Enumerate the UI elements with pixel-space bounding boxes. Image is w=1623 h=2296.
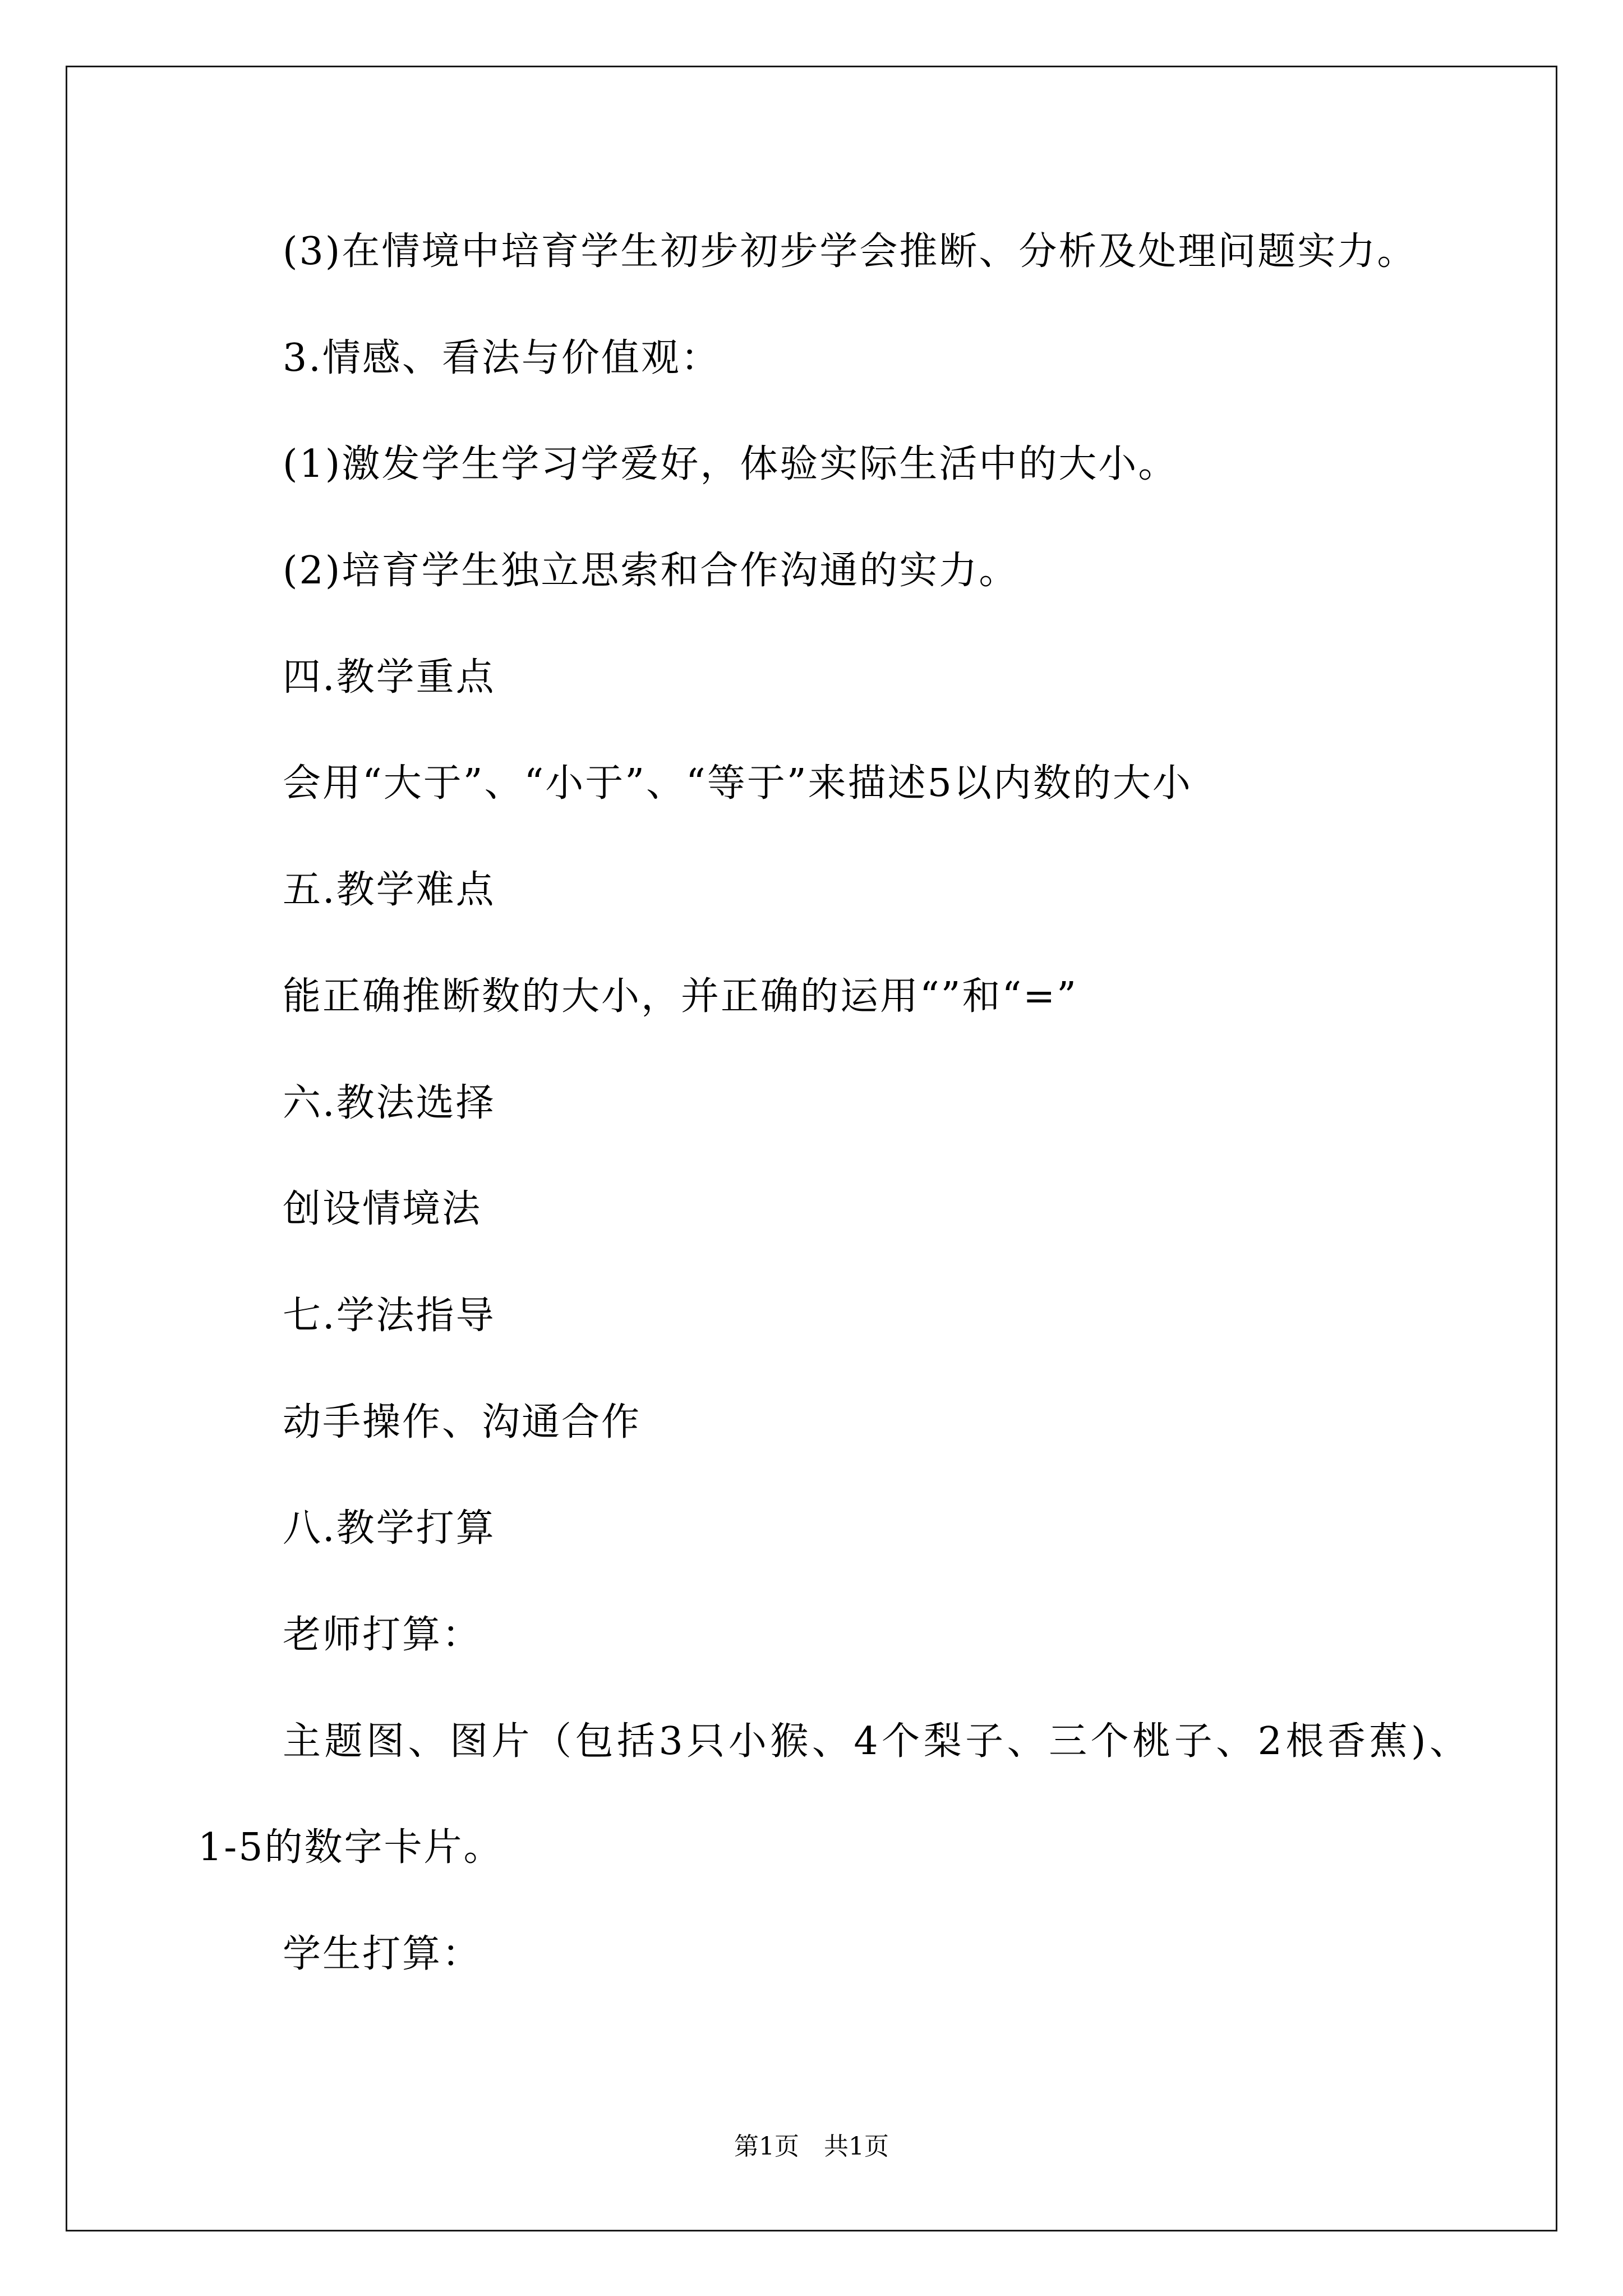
teacher-materials-paragraph	[198, 1688, 1482, 1901]
section-heading-teaching-method: 六.教法选择	[283, 1080, 496, 1125]
section-heading-teaching-focus: 四.教学重点	[283, 655, 496, 700]
teaching-difficulty-text: 能正确推断数的大小，并正确的运用“”和“=”	[283, 974, 1078, 1019]
learning-guidance-text: 动手操作、沟通合作	[283, 1400, 642, 1444]
teaching-focus-text: 会用“大于”、“小于”、“等于”来描述5以内数的大小	[283, 761, 1192, 806]
teacher-preparation-label: 老师打算：	[283, 1612, 482, 1657]
section-heading-teaching-preparation: 八.教学打算	[283, 1506, 496, 1551]
ability-objective-item-3: (3)在情境中培育学生初步初步学会推断、分析及处理问题实力。	[283, 229, 1417, 274]
teaching-method-text: 创设情境法	[283, 1187, 482, 1232]
emotion-objective-item-1: (1)激发学生学习学爱好，体验实际生活中的大小。	[283, 442, 1178, 487]
page-number-current: 第1页	[734, 2132, 799, 2161]
page-footer	[0, 2130, 1623, 2164]
section-heading-teaching-difficulty: 五.教学难点	[283, 868, 496, 913]
student-preparation-label: 学生打算：	[283, 1932, 482, 1976]
page-count-total: 共1页	[824, 2132, 889, 2161]
emotion-objective-item-2: (2)培育学生独立思索和合作沟通的实力。	[283, 549, 1019, 593]
subsection-heading-emotion-values: 3.情感、看法与价值观：	[283, 335, 721, 380]
teacher-materials-line-1: 主题图、图片（包括3只小猴、4个梨子、三个桃子、2根香蕉)、	[283, 1719, 1469, 1764]
section-heading-learning-guidance: 七.学法指导	[283, 1293, 496, 1338]
document-body	[198, 199, 1482, 2008]
teacher-materials-line-2: 1-5的数字卡片。	[198, 1825, 504, 1870]
